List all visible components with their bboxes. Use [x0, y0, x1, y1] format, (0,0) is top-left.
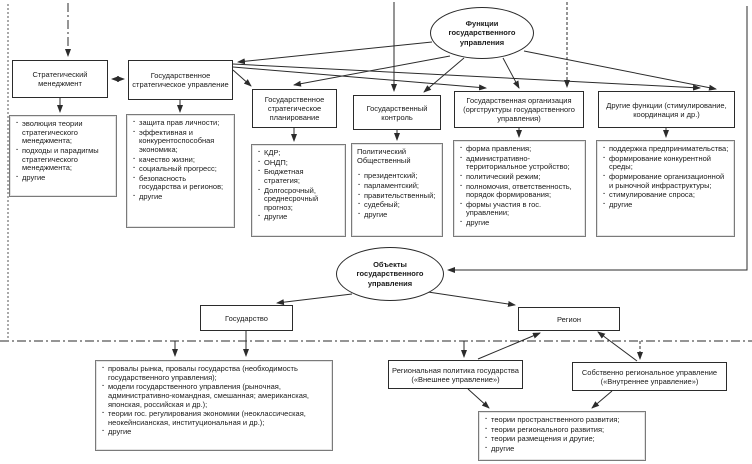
list-item: · теории регионального развития;: [484, 426, 641, 435]
details-strategic-management: [9, 115, 117, 197]
details-other-functions: [596, 140, 735, 237]
list-item: · другие: [357, 211, 438, 220]
box-region: Регион: [518, 307, 620, 331]
list-item: · парламентский;: [357, 182, 438, 191]
list-item: · другие: [257, 213, 341, 222]
box-other-functions: Другие функции (стимулирование, координация и др.): [598, 91, 735, 128]
box-state-strategic-administration: Государственное стратегическое управление: [128, 60, 233, 100]
list-item: · теории размещения и другие;: [484, 435, 641, 444]
arrow-objects-to-region: [428, 292, 515, 305]
list-item: · другие: [459, 219, 581, 228]
details-list: [484, 416, 641, 454]
list-item: · модели государственного управления (рыночная, административно-командная, смешанная; американская, японская, российская и др.);: [101, 383, 328, 409]
details-list: [459, 145, 581, 228]
arrow-objects-to-state: [277, 294, 352, 303]
details-state-control: [351, 143, 443, 237]
control-kind-public: Общественный: [357, 155, 411, 165]
list-item: · другие: [101, 428, 328, 437]
box-state-organization: Государственная организация (оргструктуры государственного управления): [454, 91, 584, 128]
arrow-internal-to-region-details: [592, 391, 612, 408]
details-state-strategic-administration: [126, 114, 235, 228]
list-item: · безопасность государства и регионов;: [132, 175, 230, 192]
list-item: · эффективная и конкурентоспособная экономика;: [132, 129, 230, 155]
arrow-functions-to-organization: [503, 58, 519, 88]
list-item: · теории гос. регулирования экономики (неоклассическая, неокейнсианская, институциональная и др.);: [101, 410, 328, 427]
list-item: · теории пространственного развития;: [484, 416, 641, 425]
details-list: [101, 365, 328, 437]
list-item: · формы участия в гос. управлении;: [459, 201, 581, 218]
arrow-functions-to-planning: [294, 56, 450, 85]
list-item: · эволюция теории стратегического менеджмента;: [15, 120, 112, 146]
list-item: · административно-территориальное устройство;: [459, 155, 581, 172]
list-item: · провалы рынка, провалы государства (необходимость государственного управления);: [101, 365, 328, 382]
details-state-theories: [95, 360, 333, 451]
list-item: · формирование конкурентной среды;: [602, 155, 730, 172]
arrow-external-to-region: [478, 333, 540, 359]
list-item: · поддержка предпринимательства;: [602, 145, 730, 154]
list-item: · защита прав личности;: [132, 119, 230, 128]
functions-ellipse: Функции государственного управления: [430, 7, 534, 59]
list-item: · форма правления;: [459, 145, 581, 154]
box-state: Государство: [200, 305, 293, 331]
list-item: · судебный;: [357, 201, 438, 210]
list-item: · подходы и парадигмы стратегического менеджмента;: [15, 147, 112, 173]
list-item: · другие: [15, 174, 112, 183]
list-item: · ОНДП;: [257, 159, 341, 168]
list-item: · полномочия, ответственность, порядок формирования;: [459, 183, 581, 200]
details-list: [257, 149, 341, 222]
arrow-external-to-region-details: [468, 389, 489, 408]
arrow-functions-to-strategic-administration: [238, 42, 432, 62]
list-item: · другие: [132, 193, 230, 202]
arrow-functions-to-other-functions: [524, 51, 716, 89]
box-regional-administration-internal: Собственно региональное управление («Внутреннее управление»): [572, 362, 727, 391]
box-state-control: Государственный контроль: [353, 95, 441, 130]
list-item: · другие: [484, 445, 641, 454]
details-list: [602, 145, 730, 209]
control-kinds-label: [357, 148, 438, 165]
details-state-organization: [453, 140, 586, 237]
list-item: · качество жизни;: [132, 156, 230, 165]
list-item: · политический режим;: [459, 173, 581, 182]
box-state-strategic-planning: Государственное стратегическое планирование: [252, 89, 337, 128]
list-item: · правительственный;: [357, 192, 438, 201]
box-strategic-management: Стратегический менеджмент: [12, 60, 108, 98]
details-region-theories: [478, 411, 646, 461]
box-regional-policy-external: Региональная политика государства («Внешнее управление»): [388, 360, 523, 389]
list-item: · Бюджетная стратегия;: [257, 168, 341, 185]
details-list: [15, 120, 112, 182]
control-kind-political: Политический: [357, 147, 407, 156]
details-list: [357, 172, 438, 219]
details-state-strategic-planning: [251, 144, 346, 237]
list-item: · Долгосрочный, среднесрочный прогноз;: [257, 187, 341, 213]
objects-ellipse: Объекты государственного управления: [336, 247, 444, 301]
arrow-administration-to-other-functions: [233, 64, 700, 88]
list-item: · президентский;: [357, 172, 438, 181]
arrow-internal-to-region: [598, 332, 637, 361]
arrow-administration-to-planning: [233, 70, 251, 86]
list-item: · формирование организационной и рыночной инфраструктуры;: [602, 173, 730, 190]
list-item: · социальный прогресс;: [132, 165, 230, 174]
details-list: [132, 119, 230, 202]
list-item: · КДР;: [257, 149, 341, 158]
list-item: · другие: [602, 201, 730, 210]
list-item: · стимулирование спроса;: [602, 191, 730, 200]
